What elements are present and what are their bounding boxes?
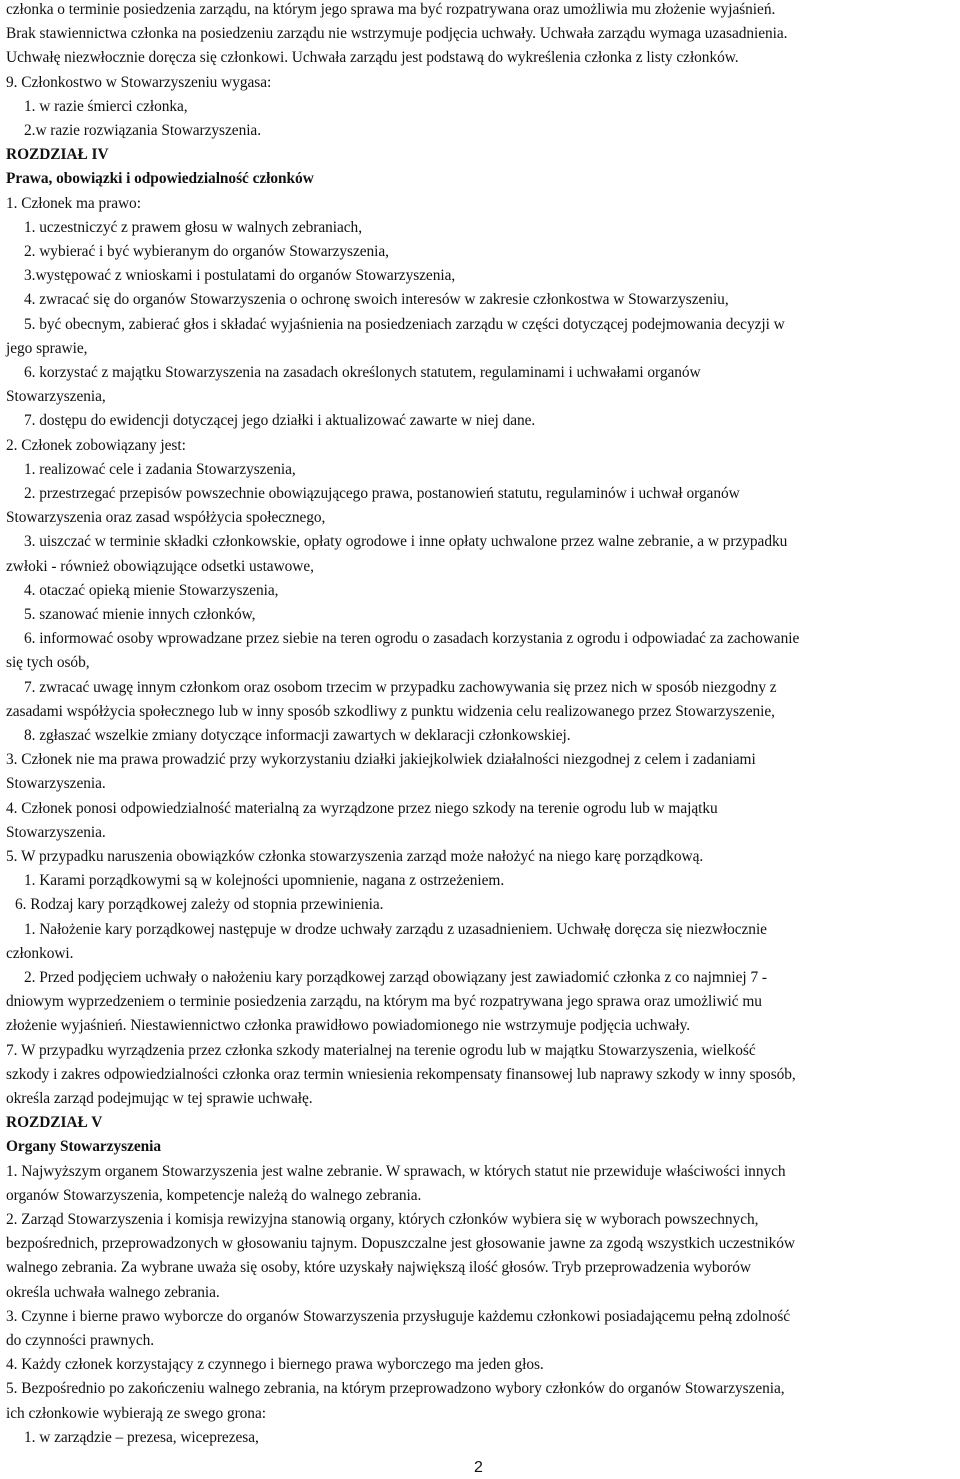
text-line: 1. Najwyższym organem Stowarzyszenia jest walne zebranie. W sprawach, w których statut nie przewiduje właściwości innych xyxy=(6,1162,786,1180)
text-line: bezpośrednich, przeprowadzonych w głosowaniu tajnym. Dopuszczalne jest głosowanie jawne za zgodą wszystkich uczestników xyxy=(6,1235,795,1253)
text-line: 1. realizować cele i zadania Stowarzyszenia, xyxy=(24,460,296,478)
text-line: 2. Przed podjęciem uchwały o nałożeniu kary porządkowej zarząd obowiązany jest zawiadomić członka z co najmniej 7 - xyxy=(24,969,767,986)
text-line: określa uchwała walnego zebrania. xyxy=(6,1283,220,1301)
text-line: Uchwałę niezwłocznie doręcza się członkowi. Uchwała zarządu jest podstawą do wykreślenia członka z listy członków. xyxy=(6,49,739,67)
text-line: 3. Czynne i bierne prawo wyborcze do organów Stowarzyszenia przysługuje każdemu członkowi posiadającemu pełną zdolność xyxy=(6,1307,791,1325)
page-number: 2 xyxy=(474,1459,483,1476)
section-heading: Organy Stowarzyszenia xyxy=(6,1138,161,1156)
text-line: 8. zgłaszać wszelkie zmiany dotyczące informacji zawartych w deklaracji członkowskiej. xyxy=(24,727,571,744)
text-line: 7. dostępu do ewidencji dotyczącej jego działki i aktualizować zawarte w niej dane. xyxy=(24,412,536,430)
text-line: do czynności prawnych. xyxy=(6,1332,155,1349)
text-line: 2. Zarząd Stowarzyszenia i komisja rewizyjna stanowią organy, których członków wybiera się w wyborach powszechnych, xyxy=(6,1211,759,1228)
text-line: 1. w razie śmierci członka, xyxy=(24,97,188,115)
text-line: 4. Każdy członek korzystający z czynnego i biernego prawa wyborczego ma jeden głos. xyxy=(6,1356,544,1374)
section-heading: ROZDZIAŁ V xyxy=(6,1114,103,1132)
text-line: jego sprawie, xyxy=(6,339,88,357)
text-line: 5. być obecnym, zabierać głos i składać wyjaśnienia na posiedzeniach zarządu w części dotyczącej podejmowania decyzji w xyxy=(24,315,785,333)
text-line: 2. przestrzegać przepisów powszechnie obowiązującego prawa, postanowień statutu, regulaminów i uchwał organów xyxy=(24,485,740,502)
text-line: się tych osób, xyxy=(6,654,90,672)
text-line: złożenie wyjaśnień. Niestawiennictwo członka prawidłowo powiadomionego nie wstrzymuje podjęcia uchwały. xyxy=(6,1017,691,1035)
text-line: 7. zwracać uwagę innym członkom oraz osobom trzecim w przypadku zachowywania się przez nich w sposób niezgodny z xyxy=(24,678,777,696)
text-line: 2. wybierać i być wybieranym do organów Stowarzyszenia, xyxy=(24,243,389,260)
section-heading: Prawa, obowiązki i odpowiedzialność członków xyxy=(6,170,314,188)
text-line: 2.w razie rozwiązania Stowarzyszenia. xyxy=(24,122,262,139)
text-line: szkody i zakres odpowiedzialności członka oraz termin wniesienia rekompensaty finansowej lub naprawy szkody w inny sposób, xyxy=(6,1065,796,1083)
text-line: 5. W przypadku naruszenia obowiązków członka stowarzyszenia zarząd może nałożyć na niego karę porządkową. xyxy=(6,848,704,865)
text-line: 3.występować z wnioskami i postulatami do organów Stowarzyszenia, xyxy=(24,267,456,285)
text-line: 5. szanować mienie innych członków, xyxy=(24,606,256,623)
text-line: 1. Członek ma prawo: xyxy=(6,194,141,212)
text-line: 3. uiszczać w terminie składki członkowskie, opłaty ogrodowe i inne opłaty uchwalone przez walne zebranie, a w przypadku xyxy=(24,533,788,551)
text-line: 4. zwracać się do organów Stowarzyszenia o ochronę swoich interesów w zakresie członkostwa w Stowarzyszeniu, xyxy=(24,291,729,309)
text-line: 4. otaczać opieką mienie Stowarzyszenia, xyxy=(24,581,279,599)
text-line: 1. uczestniczyć z prawem głosu w walnych zebraniach, xyxy=(24,218,362,236)
text-line: 1. Nałożenie kary porządkowej następuje w drodze uchwały zarządu z uzasadnieniem. Uchwałę doręcza się niezwłocznie xyxy=(24,920,767,938)
text-line: Stowarzyszenia oraz zasad współżycia społecznego, xyxy=(6,509,326,527)
text-line: 1. Karami porządkowymi są w kolejności upomnienie, nagana z ostrzeżeniem. xyxy=(24,872,505,890)
text-line: 9. Członkostwo w Stowarzyszeniu wygasa: xyxy=(6,73,272,91)
text-line: zasadami współżycia społecznego lub w inny sposób szkodliwy z punktu widzenia celu realizowanego przez Stowarzyszenie, xyxy=(6,702,775,720)
text-line: 6. Rodzaj kary porządkowej zależy od stopnia przewinienia. xyxy=(15,896,384,914)
text-line: członka o terminie posiedzenia zarządu, na którym jego sprawa ma być rozpatrywana oraz umożliwia mu złożenie wyjaśnień. xyxy=(6,1,776,18)
text-line: 1. w zarządzie – prezesa, wiceprezesa, xyxy=(24,1428,259,1446)
text-line: 6. korzystać z majątku Stowarzyszenia na zasadach określonych statutem, regulaminami i uchwałami organów xyxy=(24,364,701,381)
text-line: zwłoki - również obowiązujące odsetki ustawowe, xyxy=(6,557,314,575)
text-line: 3. Członek nie ma prawa prowadzić przy wykorzystaniu działki jakiejkolwiek działalności niezgodnej z celem i zadaniami xyxy=(6,751,756,769)
text-line: Stowarzyszenia. xyxy=(6,823,106,841)
section-heading: ROZDZIAŁ IV xyxy=(6,146,109,164)
text-line: 5. Bezpośrednio po zakończeniu walnego zebrania, na którym przeprowadzono wybory członków do organów Stowarzyszenia, xyxy=(6,1380,785,1398)
text-line: ich członkowie wybierają ze swego grona: xyxy=(6,1404,266,1422)
text-line: 7. W przypadku wyrządzenia przez członka szkody materialnej na terenie ogrodu lub w majątku Stowarzyszenia, wielkość xyxy=(6,1041,756,1059)
text-line: członkowi. xyxy=(6,944,74,962)
text-line: walnego zebrania. Za wybrane uważa się osoby, które uzyskały największą ilość głosów. Tryb przeprowadzenia wyborów xyxy=(6,1259,751,1277)
text-line: 6. informować osoby wprowadzane przez siebie na teren ogrodu o zasadach korzystania z ogrodu i odpowiadać za zachowanie xyxy=(24,630,800,648)
text-line: Stowarzyszenia, xyxy=(6,388,106,406)
text-line: 4. Członek ponosi odpowiedzialność materialną za wyrządzone przez niego szkody na terenie ogrodu lub w majątku xyxy=(6,799,718,817)
text-line: Stowarzyszenia. xyxy=(6,775,106,793)
text-line: 2. Członek zobowiązany jest: xyxy=(6,436,186,454)
text-line: Brak stawiennictwa członka na posiedzeniu zarządu nie wstrzymuje podjęcia uchwały. Uchwała zarządu wymaga uzasadnienia. xyxy=(6,25,788,43)
text-line: określa zarząd podejmując w tej sprawie uchwałę. xyxy=(6,1090,313,1107)
text-line: organów Stowarzyszenia, kompetencje należą do walnego zebrania. xyxy=(6,1186,422,1204)
text-line: dniowym wyprzedzeniem o terminie posiedzenia zarządu, na którym ma być rozpatrywana jego sprawa oraz umożliwić mu xyxy=(6,993,762,1011)
